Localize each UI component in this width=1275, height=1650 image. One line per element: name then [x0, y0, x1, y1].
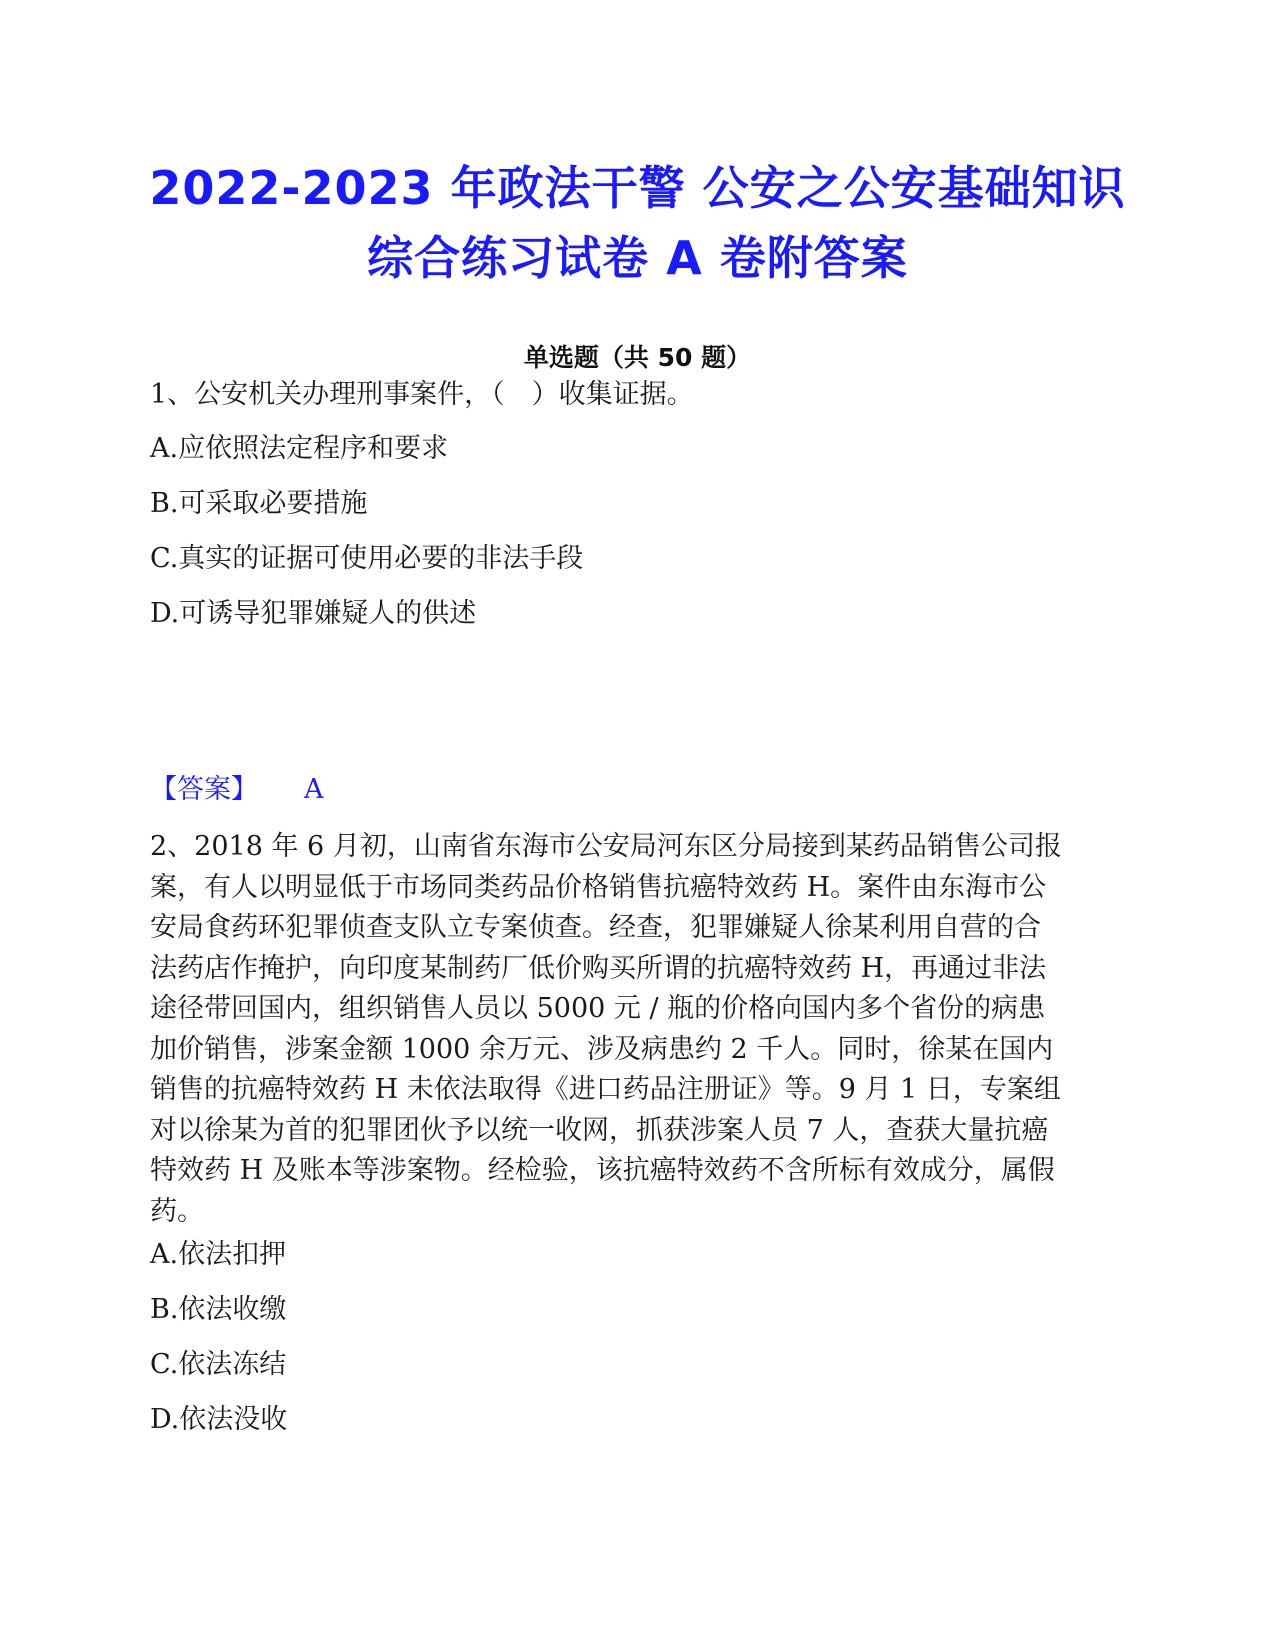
question-2-stem-line: 特效药 H 及账本等涉案物。经检验，该抗癌特效药不含所标有效成分，属假: [150, 1155, 1055, 1186]
section-heading: 单选题（共 50 题）: [523, 343, 752, 372]
question-2-stem-line: 药。: [150, 1195, 204, 1227]
question-2-stem-line: 加价销售，涉案金额 1000 余万元、涉及病患约 2 千人。同时，徐某在国内: [150, 1033, 1054, 1065]
question-1-option-a: A.应依照法定程序和要求: [150, 433, 449, 464]
document-title-line-2: 综合练习试卷 A 卷附答案: [367, 231, 908, 285]
question-2-stem-line: 对以徐某为首的犯罪团伙予以统一收网，抓获涉案人员 7 人，查获大量抗癌: [150, 1114, 1049, 1146]
question-2-option-b: B.依法收缴: [150, 1294, 287, 1325]
question-1-option-b: B.可采取必要措施: [150, 488, 368, 519]
question-2-stem: [150, 827, 1110, 1232]
question-1-answer: [150, 770, 324, 810]
question-2-stem-line: 法药店作掩护，向印度某制药厂低价购买所谓的抗癌特效药 H，再通过非法: [150, 952, 1047, 984]
question-2-stem-line: 案，有人以明显低于市场同类药品价格销售抗癌特效药 H。案件由东海市公: [150, 871, 1047, 903]
question-2-option-c: C.依法冻结: [150, 1349, 287, 1380]
question-2-option-a: A.依法扣押: [150, 1239, 287, 1270]
question-2-stem-line: 销售的抗癌特效药 H 未依法取得《进口药品注册证》等。9 月 1 日，专案组: [150, 1074, 1061, 1105]
question-2-stem-line: 2、2018 年 6 月初，山南省东海市公安局河东区分局接到某药品销售公司报: [150, 831, 1062, 862]
question-1-stem: 1、公安机关办理刑事案件，（ ）收集证据。: [150, 379, 694, 410]
question-2-stem-line: 安局食药环犯罪侦查支队立专案侦查。经查，犯罪嫌疑人徐某利用自营的合: [150, 912, 1041, 943]
document-title-line-1: 2022-2023 年政法干警 公安之公安基础知识: [149, 161, 1126, 215]
answer-value: A: [304, 774, 324, 805]
question-1-option-d: D.可诱导犯罪嫌疑人的供述: [150, 598, 477, 629]
answer-label: 【答案】: [150, 774, 258, 805]
question-1-option-c: C.真实的证据可使用必要的非法手段: [150, 543, 584, 574]
question-2-option-d: D.依法没收: [150, 1404, 288, 1435]
question-2-stem-line: 途径带回国内，组织销售人员以 5000 元 / 瓶的价格向国内多个省份的病患: [150, 993, 1046, 1024]
